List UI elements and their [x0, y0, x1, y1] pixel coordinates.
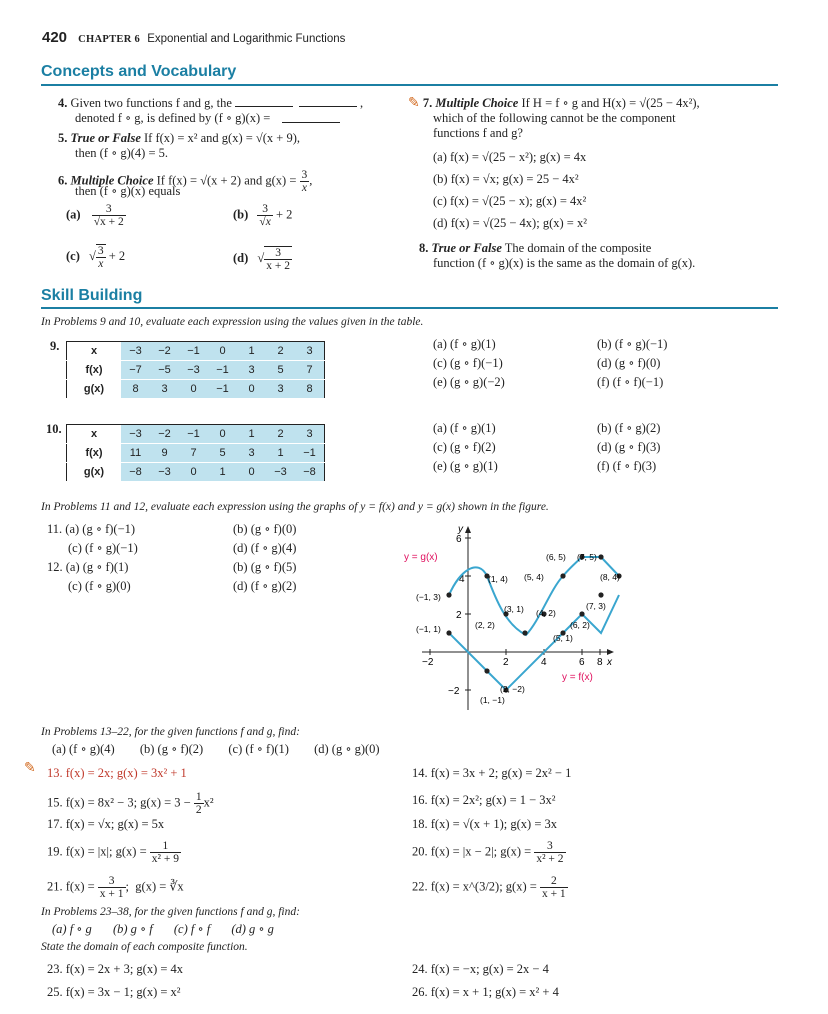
choice-6d: (d) √ $\frac{3}{x + 2}$: [233, 247, 291, 272]
problem-text: Given two functions f and g, the: [70, 96, 232, 110]
point-label: (−1, 1): [416, 624, 441, 634]
part-9f: (f) (f ∘ f)(−1): [597, 375, 664, 389]
part-11b: (b) (g ∘ f)(0): [233, 522, 297, 536]
problem-7-line2: which of the following cannot be the component: [433, 111, 676, 125]
part-11c: (c) (f ∘ g)(−1): [68, 541, 138, 555]
problem-21: 21. f(x) = $\frac{3}{x + 1}$ ; g(x) = ∛x: [47, 875, 184, 900]
part-11a: 11. (a) (g ∘ f)(−1): [47, 522, 136, 536]
point-label: (6, 5): [546, 552, 566, 562]
problem-19: [47, 840, 181, 865]
table-cell: 0: [208, 425, 237, 444]
fraction: $\frac{3}{√x}$: [259, 203, 271, 228]
problem-text: 22. f(x) = x^(3/2); g(x) =: [412, 879, 537, 894]
problem-tag: Multiple Choice: [70, 173, 154, 188]
problem-4-line2: denoted f ∘ g, is defined by (f ∘ g)(x) =: [75, 111, 271, 125]
table-cell: 0: [179, 463, 208, 482]
table-cell: −1: [179, 342, 208, 361]
table-cell: −1: [208, 380, 237, 399]
instructions-11-12: In Problems 11 and 12, evaluate each expression using the graphs of y = f(x) and y = g(x) shown in the figure.: [41, 501, 549, 513]
table-cell: 11: [121, 444, 150, 463]
table-cell: 1: [237, 425, 266, 444]
table-cell: −3: [266, 463, 295, 482]
table-cell: 1: [266, 444, 295, 463]
table-row: [67, 444, 325, 463]
table-row: [67, 361, 325, 380]
part-10f: (f) (f ∘ f)(3): [597, 459, 657, 473]
instructions-23-38: In Problems 23–38, for the given functions f and g, find:: [41, 906, 300, 918]
part-10a: (a) (f ∘ g)(1): [433, 421, 496, 435]
table-cell: −3: [179, 361, 208, 380]
problem-4: 4. Given two functions f and g, the ,: [58, 96, 364, 110]
fraction: $\frac{2}{x + 1}$: [541, 875, 566, 900]
section-title-concepts: Concepts and Vocabulary: [41, 63, 237, 80]
tick-label-y: −2: [448, 686, 460, 697]
table-row: [67, 342, 325, 361]
table-cell: −3: [150, 463, 179, 482]
table-cell: −7: [121, 361, 150, 380]
find-item: (c) f ∘ f: [173, 922, 211, 936]
problem-number: 6.: [58, 173, 68, 188]
problem-5-line2: then (f ∘ g)(4) = 5.: [75, 146, 169, 160]
table-cell: −1: [179, 425, 208, 444]
choice-label: (d): [233, 250, 249, 265]
table-row: [67, 380, 325, 399]
answer-blank: [299, 96, 357, 107]
part-9e: (e) (g ∘ g)(−2): [433, 375, 505, 389]
pencil-icon: ✎: [408, 96, 420, 111]
table-row: [67, 425, 325, 444]
table-cell: 3: [266, 380, 295, 399]
point-label: (7, 5): [577, 552, 597, 562]
table-cell: 0: [237, 380, 266, 399]
problem-14: 14. f(x) = 3x + 2; g(x) = 2x² − 1: [412, 766, 572, 780]
page-header: [42, 29, 345, 46]
state-domain: State the domain of each composite function.: [41, 941, 248, 953]
part-9c: (c) (g ∘ f)(−1): [433, 356, 503, 370]
fraction: $\frac{3}{x + 2}$: [266, 247, 291, 272]
table-cell: 0: [208, 342, 237, 361]
choice-7b: (b) f(x) = √x; g(x) = 25 − 4x²: [433, 172, 579, 186]
problem-tag: True or False: [431, 241, 502, 255]
find-list-23-38: [52, 922, 274, 937]
section-rule: [41, 84, 778, 86]
problem-number: 5.: [58, 131, 68, 145]
table-cell: 1: [237, 342, 266, 361]
problem-15: [47, 791, 214, 816]
page-number: 420: [42, 29, 68, 46]
choice-label: (a): [66, 207, 81, 222]
table-cell: 8: [121, 380, 150, 399]
part-12d: (d) (f ∘ g)(2): [233, 579, 297, 593]
problem-25: 25. f(x) = 3x − 1; g(x) = x²: [47, 985, 181, 999]
problem-text: If f(x) = √(x + 2) and g(x) =: [156, 173, 297, 188]
point-label: (8, 4): [600, 572, 620, 582]
table-cell: 3: [295, 342, 325, 361]
table-cell: 9: [150, 444, 179, 463]
part-10b: (b) (f ∘ g)(2): [597, 421, 661, 435]
problem-number: 4.: [58, 96, 68, 110]
fraction: $\frac{1}{\text{x² + 9}}$: [151, 840, 179, 865]
choice-7a: (a) f(x) = √(25 − x²); g(x) = 4x: [433, 150, 587, 164]
answer-blank: [235, 96, 293, 107]
choice-label: (b): [233, 207, 249, 222]
fraction: $\frac{3}{√x + 2}$: [93, 203, 124, 228]
find-item: (c) (f ∘ f)(1): [228, 742, 289, 756]
point-label: (4, 2): [536, 608, 556, 618]
x-axis-label: x: [607, 657, 612, 668]
tick-label-y: 6: [456, 534, 462, 545]
table-cell: −5: [150, 361, 179, 380]
problem-9-number: 9.: [50, 339, 60, 353]
tick-label-x: 6: [579, 657, 585, 668]
problem-6: 6. Multiple Choice If f(x) = √(x + 2) and g(x) = $\frac{3}{x}$ ,: [58, 169, 313, 194]
choice-7c: (c) f(x) = √(25 − x); g(x) = 4x²: [433, 194, 587, 208]
choice-7d: (d) f(x) = √(25 − 4x); g(x) = x²: [433, 216, 587, 230]
problem-text: 21. f(x) =: [47, 879, 95, 894]
fraction: $\frac{3}{\text{x² + 2}}$: [536, 840, 564, 865]
tick-label-x: 2: [503, 657, 509, 668]
fraction: $\frac{1}{2}$: [195, 791, 202, 816]
problem-23: 23. f(x) = 2x + 3; g(x) = 4x: [47, 962, 184, 976]
y-axis-label: y: [458, 524, 463, 535]
problem-text: 15. f(x) = 8x² − 3; g(x) = 3 −: [47, 795, 191, 810]
tick-label-y: 4: [459, 574, 465, 585]
part-9a: (a) (f ∘ g)(1): [433, 337, 496, 351]
table-cell: 2: [266, 425, 295, 444]
choice-6a: [66, 203, 126, 228]
table-row-header: g(x): [67, 380, 122, 399]
table-cell: 3: [237, 361, 266, 380]
table-cell: −8: [121, 463, 150, 482]
problem-7-line3: functions f and g?: [433, 126, 523, 140]
point-label: (1, −1): [480, 695, 505, 705]
table-cell: 7: [179, 444, 208, 463]
problem-text: g(x) = ∛x: [135, 879, 184, 894]
problem-26: 26. f(x) = x + 1; g(x) = x² + 4: [412, 985, 559, 999]
find-item: (a) (f ∘ g)(4): [52, 742, 115, 756]
table-cell: 3: [150, 380, 179, 399]
problem-text: x²: [203, 795, 214, 810]
g-label: y = g(x): [404, 552, 438, 563]
find-list-13-22: [52, 742, 380, 757]
problem-24: 24. f(x) = −x; g(x) = 2x − 4: [412, 962, 549, 976]
point-label: (6, 2): [570, 620, 590, 630]
table-cell: −1: [295, 444, 325, 463]
problem-8: [419, 241, 651, 256]
chapter-label: CHAPTER 6: [78, 34, 141, 45]
table-cell: 3: [295, 425, 325, 444]
table-row-header: f(x): [67, 361, 122, 380]
table-cell: −2: [150, 342, 179, 361]
find-item: (b) g ∘ f: [112, 922, 153, 936]
find-item: (d) (g ∘ g)(0): [314, 742, 380, 756]
point-label: (2, −2): [500, 684, 525, 694]
part-12b: (b) (g ∘ f)(5): [233, 560, 297, 574]
table-cell: 5: [266, 361, 295, 380]
f-label: y = f(x): [562, 672, 593, 683]
choice-label: (c): [66, 248, 80, 263]
tick-label-y: 2: [456, 610, 462, 621]
choice-6b: (b) $\frac{3}{√x}$ + 2: [233, 203, 293, 228]
tick-label-x: 4: [541, 657, 547, 668]
problem-text: 20. f(x) = |x − 2|; g(x) =: [412, 844, 532, 859]
problem-text: If f(x) = x² and g(x) = √(x + 9),: [144, 131, 301, 145]
problem-22: [412, 875, 568, 900]
tick-label-x: 8: [597, 657, 603, 668]
problem-17: 17. f(x) = √x; g(x) = 5x: [47, 817, 165, 831]
part-10c: (c) (g ∘ f)(2): [433, 440, 496, 454]
value-table-9: [66, 341, 325, 399]
chapter-title: Exponential and Logarithmic Functions: [147, 33, 346, 45]
fraction: $\frac{3}{x + 1}$: [99, 875, 124, 900]
table-cell: 3: [237, 444, 266, 463]
problem-10-number: 10.: [46, 422, 62, 436]
find-item: (d) g ∘ g: [231, 922, 274, 936]
point-label: (5, 1): [553, 633, 573, 643]
point-label: (−1, 3): [416, 592, 441, 602]
problem-7: [408, 96, 700, 111]
table-row-header: g(x): [67, 463, 122, 482]
part-9b: (b) (f ∘ g)(−1): [597, 337, 668, 351]
table-cell: 5: [208, 444, 237, 463]
value-table-10: [66, 424, 325, 482]
problem-text: The domain of the composite: [504, 241, 652, 255]
find-item: (a) f ∘ g: [52, 922, 92, 936]
table-cell: −3: [121, 425, 150, 444]
section-rule: [41, 307, 778, 309]
problem-18: 18. f(x) = √(x + 1); g(x) = 3x: [412, 817, 557, 831]
table-row-header: x: [67, 342, 122, 361]
section-title-skills: Skill Building: [41, 287, 143, 304]
function-graph: [400, 520, 820, 720]
x-axis-arrow: [607, 649, 614, 655]
fraction: $\frac{3}{x}$: [97, 245, 104, 270]
problem-16: 16. f(x) = 2x²; g(x) = 1 − 3x²: [412, 793, 556, 807]
instructions-13-22: In Problems 13–22, for the given functions f and g, find:: [41, 726, 300, 738]
table-cell: −3: [121, 342, 150, 361]
point-label: (5, 4): [524, 572, 544, 582]
problem-5: [58, 131, 300, 146]
table-cell: 0: [179, 380, 208, 399]
point-label: (7, 3): [586, 601, 606, 611]
part-10d: (d) (g ∘ f)(3): [597, 440, 661, 454]
part-10e: (e) (g ∘ g)(1): [433, 459, 498, 473]
fraction: $\frac{3}{x}$: [301, 169, 308, 194]
part-9d: (d) (g ∘ f)(0): [597, 356, 661, 370]
instructions-9-10: In Problems 9 and 10, evaluate each expression using the values given in the table.: [41, 316, 424, 328]
table-row: [67, 463, 325, 482]
choice-6c: (c) √ $\frac{3}{x}$ + 2: [66, 245, 126, 270]
problem-6-line2: then (f ∘ g)(x) equals: [75, 184, 181, 198]
table-cell: 8: [295, 380, 325, 399]
part-11d: (d) (f ∘ g)(4): [233, 541, 297, 555]
pencil-icon: ✎: [24, 761, 36, 776]
problem-8-line2: function (f ∘ g)(x) is the same as the domain of g(x).: [433, 256, 696, 270]
table-cell: −1: [208, 361, 237, 380]
find-item: (b) (g ∘ f)(2): [139, 742, 204, 756]
table-cell: 0: [237, 463, 266, 482]
table-row-header: f(x): [67, 444, 122, 463]
problem-text: 19. f(x) = |x|; g(x) =: [47, 844, 147, 859]
point-label: (2, 2): [475, 620, 495, 630]
part-12c: (c) (f ∘ g)(0): [68, 579, 131, 593]
answer-blank: [282, 122, 340, 123]
point-label: (3, 1): [504, 604, 524, 614]
table-cell: 7: [295, 361, 325, 380]
problem-20: [412, 840, 566, 865]
table-cell: 1: [208, 463, 237, 482]
problem-number: 7.: [422, 96, 433, 110]
problem-text: If H = f ∘ g and H(x) = √(25 − 4x²),: [521, 96, 700, 110]
problem-tag: Multiple Choice: [435, 96, 519, 110]
point-label: (1, 4): [488, 574, 508, 584]
table-cell: −2: [150, 425, 179, 444]
table-row-header: x: [67, 425, 122, 444]
table-cell: −8: [295, 463, 325, 482]
table-cell: 2: [266, 342, 295, 361]
part-12a: 12. (a) (g ∘ f)(1): [47, 560, 129, 574]
tick-label-x: −2: [422, 657, 434, 668]
problem-tag: True or False: [70, 131, 141, 145]
y-axis-arrow: [465, 526, 471, 533]
problem-13: 13. f(x) = 2x; g(x) = 3x² + 1: [47, 766, 187, 780]
problem-number: 8.: [419, 241, 429, 255]
